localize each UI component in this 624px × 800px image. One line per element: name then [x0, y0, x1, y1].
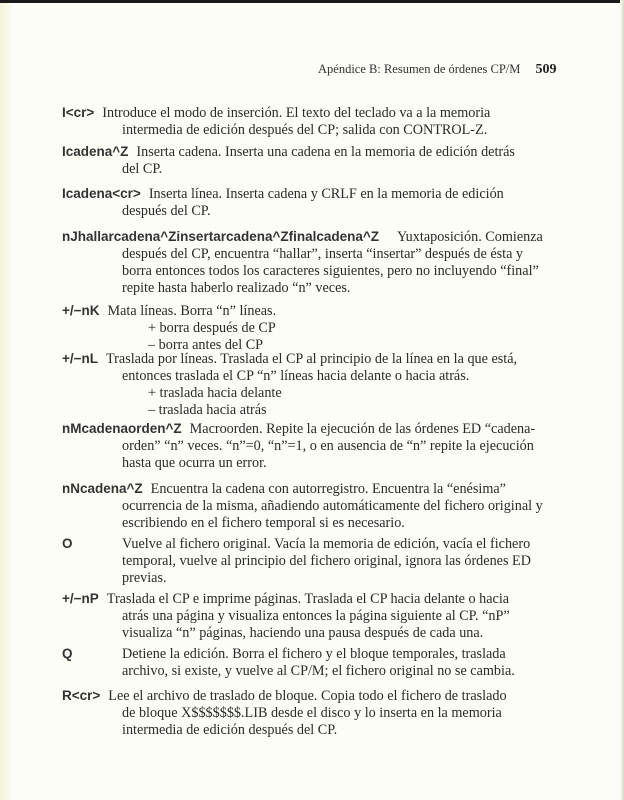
description-line: archivo, si existe, y vuelve al CP/M; el fichero original no se cambia. [122, 663, 515, 679]
command-entry [62, 535, 554, 587]
description-line: Inserta línea. Inserta cadena y CRLF en la memoria de edición [148, 186, 504, 202]
description-line: Mata líneas. Borra “n” líneas. [107, 303, 277, 319]
description-line: después del CP. [122, 203, 211, 219]
description-line: ocurrencia de la misma, añadiendo automáticamente del fichero original y [122, 498, 543, 514]
command-key: nMcadenaorden^Z [62, 421, 182, 436]
description-line: Encuentra la cadena con autorregistro. Encuentra la “enésima” [150, 481, 506, 497]
description-line: temporal, vuelve al principio del fichero original, ignora las órdenes ED [122, 553, 531, 569]
description-line: hasta que ocurra un error. [122, 455, 267, 471]
command-entry [62, 143, 554, 178]
description-line: Macroorden. Repite la ejecución de las órdenes ED “cadena- [189, 421, 536, 437]
command-entry [62, 104, 554, 139]
command-key: +/−nL [62, 351, 99, 366]
description-line: Traslada el CP e imprime páginas. Traslada el CP hacia delante o hacia [106, 591, 510, 607]
page-binding-edge [0, 3, 12, 800]
command-key: Icadena<cr> [62, 186, 141, 201]
description-line: Lee el archivo de traslado de bloque. Copia todo el fichero de traslado [108, 688, 507, 704]
sub-option: – borra antes del CP [148, 337, 264, 353]
description-line: entonces traslada el CP “n” líneas hacia delante o hacia atrás. [122, 368, 470, 384]
running-title: Apéndice B: Resumen de órdenes CP/M [318, 62, 521, 76]
page-number: 509 [535, 62, 557, 77]
command-key: O [62, 536, 73, 551]
command-key: nNcadena^Z [62, 481, 143, 496]
command-entry [62, 185, 554, 220]
description-line: orden” “n” veces. “n”=0, “n”=1, o en ausencia de “n” repite la ejecución [122, 438, 534, 454]
command-entry [62, 480, 554, 532]
command-key: R<cr> [62, 688, 101, 703]
command-key: nJhallarcadena^Zinsertarcadena^Zfinalcadena^Z [62, 229, 380, 244]
description-line: repite hasta haberlo realizado “n” veces. [122, 280, 351, 296]
description-line: atrás una página y visualiza entonces la página siguiente al CP. “nP” [122, 608, 510, 624]
page-right-edge [620, 0, 624, 800]
running-head [318, 62, 557, 78]
description-line: visualiza “n” páginas, haciendo una pausa después de cada una. [122, 625, 484, 641]
sub-option: + traslada hacia delante [148, 385, 282, 401]
command-entry [62, 645, 554, 680]
command-entry [62, 420, 554, 472]
sub-option: – traslada hacia atrás [148, 402, 267, 418]
command-entry [62, 590, 554, 642]
command-key: Icadena^Z [62, 144, 129, 159]
description-line: Detiene la edición. Borra el fichero y el bloque temporales, traslada [122, 646, 506, 662]
description-line: después del CP, encuentra “hallar”, inserta “insertar” después de ésta y [122, 246, 524, 262]
description-line: Introduce el modo de inserción. El texto del teclado va a la memoria [102, 105, 491, 121]
description-line: escribiendo en el fichero temporal si es necesario. [122, 515, 405, 531]
description-line: del CP. [122, 161, 163, 177]
description-line: de bloque X$$$$$$$.LIB desde el disco y lo inserta en la memoria [122, 705, 502, 721]
description-line: intermedia de edición después del CP; salida con CONTROL-Z. [122, 122, 488, 138]
description-line: Vuelve al fichero original. Vacía la memoria de edición, vacía el fichero [122, 536, 531, 552]
description-line: previas. [122, 570, 167, 586]
command-entry [62, 302, 554, 354]
command-key: I<cr> [62, 105, 95, 120]
description-line: Traslada por líneas. Traslada el CP al principio de la línea en la que está, [106, 351, 518, 367]
description-line: Inserta cadena. Inserta una cadena en la memoria de edición detrás [136, 144, 515, 160]
description-line: borra entonces todos los caracteres siguientes, pero no incluyendo “final” [122, 263, 539, 279]
command-key: +/−nP [62, 591, 99, 606]
command-entry [62, 350, 554, 419]
description-line: Yuxtaposición. Comienza [397, 229, 543, 245]
command-key: Q [62, 646, 73, 661]
command-entry [62, 687, 554, 739]
command-entry [62, 228, 554, 297]
description-line: intermedia de edición después del CP. [122, 722, 338, 738]
sub-option: + borra después de CP [148, 320, 276, 336]
page-top-edge [0, 0, 624, 3]
command-key: +/−nK [62, 303, 100, 318]
